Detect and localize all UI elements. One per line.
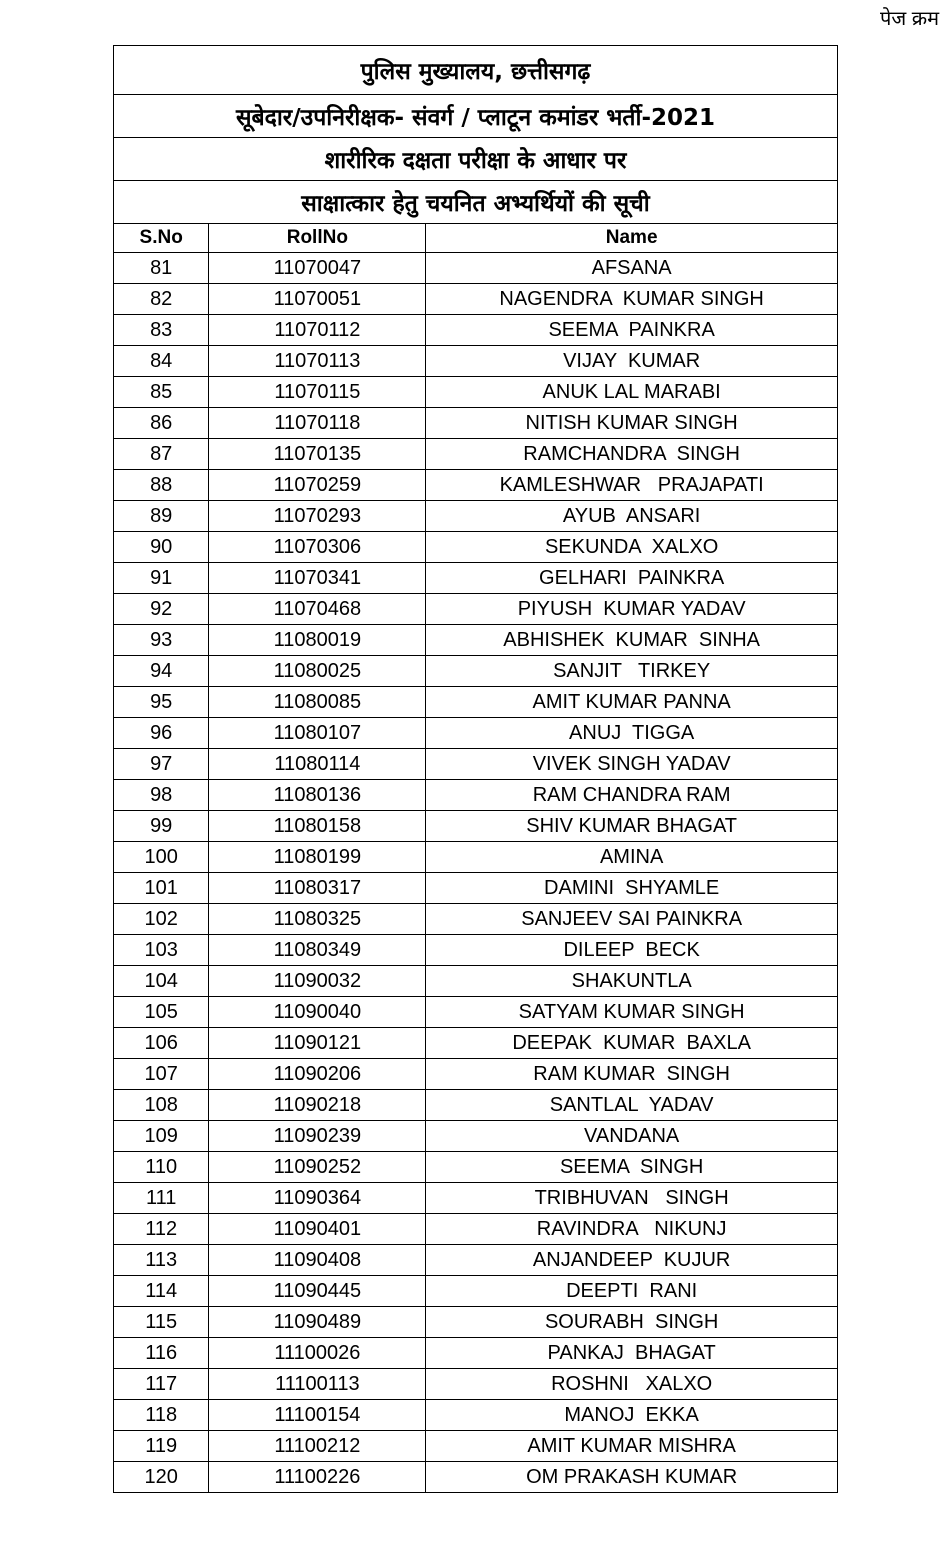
cell-name: ANUJ TIGGA <box>426 718 838 749</box>
cell-name: DEEPAK KUMAR BAXLA <box>426 1028 838 1059</box>
table-row <box>114 935 838 966</box>
cell-sno: 98 <box>114 780 209 811</box>
cell-name: DAMINI SHYAMLE <box>426 873 838 904</box>
cell-rollno: 11080136 <box>209 780 426 811</box>
cell-rollno: 11100226 <box>209 1462 426 1493</box>
cell-rollno: 11070341 <box>209 563 426 594</box>
table-row <box>114 501 838 532</box>
cell-rollno: 11100026 <box>209 1338 426 1369</box>
cell-name: DEEPTI RANI <box>426 1276 838 1307</box>
table-row <box>114 811 838 842</box>
cell-name: ABHISHEK KUMAR SINHA <box>426 625 838 656</box>
cell-rollno: 11070293 <box>209 501 426 532</box>
header-list-title: साक्षात्कार हेतु चयनित अभ्यर्थियों की सूची <box>114 181 838 224</box>
cell-sno: 95 <box>114 687 209 718</box>
table-row <box>114 873 838 904</box>
cell-sno: 85 <box>114 377 209 408</box>
cell-sno: 81 <box>114 253 209 284</box>
cell-rollno: 11080325 <box>209 904 426 935</box>
table-row <box>114 687 838 718</box>
cell-sno: 89 <box>114 501 209 532</box>
cell-rollno: 11070051 <box>209 284 426 315</box>
table-row <box>114 1152 838 1183</box>
cell-rollno: 11080158 <box>209 811 426 842</box>
cell-rollno: 11070259 <box>209 470 426 501</box>
table-row <box>114 253 838 284</box>
cell-rollno: 11090489 <box>209 1307 426 1338</box>
cell-rollno: 11080199 <box>209 842 426 873</box>
table-row <box>114 842 838 873</box>
cell-name: VIJAY KUMAR <box>426 346 838 377</box>
cell-rollno: 11070115 <box>209 377 426 408</box>
table-row <box>114 439 838 470</box>
cell-name: SHAKUNTLA <box>426 966 838 997</box>
cell-name: AMIT KUMAR MISHRA <box>426 1431 838 1462</box>
cell-name: AMINA <box>426 842 838 873</box>
cell-sno: 96 <box>114 718 209 749</box>
cell-sno: 109 <box>114 1121 209 1152</box>
cell-sno: 108 <box>114 1090 209 1121</box>
table-row <box>114 656 838 687</box>
cell-sno: 112 <box>114 1214 209 1245</box>
page-number-label: पेज क्रम <box>880 8 940 30</box>
table-row <box>114 997 838 1028</box>
cell-name: NAGENDRA KUMAR SINGH <box>426 284 838 315</box>
cell-name: MANOJ EKKA <box>426 1400 838 1431</box>
header-office-title: पुलिस मुख्यालय, छत्तीसगढ़ <box>114 46 838 95</box>
cell-name: SANTLAL YADAV <box>426 1090 838 1121</box>
cell-sno: 107 <box>114 1059 209 1090</box>
cell-name: SEEMA PAINKRA <box>426 315 838 346</box>
table-row <box>114 718 838 749</box>
cell-name: ANUK LAL MARABI <box>426 377 838 408</box>
cell-sno: 97 <box>114 749 209 780</box>
table-row <box>114 315 838 346</box>
cell-sno: 110 <box>114 1152 209 1183</box>
cell-rollno: 11100154 <box>209 1400 426 1431</box>
table-row <box>114 346 838 377</box>
cell-sno: 94 <box>114 656 209 687</box>
cell-name: SEKUNDA XALXO <box>426 532 838 563</box>
table-row <box>114 1183 838 1214</box>
cell-sno: 105 <box>114 997 209 1028</box>
cell-name: SANJIT TIRKEY <box>426 656 838 687</box>
cell-sno: 118 <box>114 1400 209 1431</box>
cell-sno: 84 <box>114 346 209 377</box>
cell-name: KAMLESHWAR PRAJAPATI <box>426 470 838 501</box>
header-recruitment-title: सूबेदार/उपनिरीक्षक- संवर्ग / प्लाटून कमांडर भर्ती-2021 <box>114 95 838 138</box>
table-row <box>114 1462 838 1493</box>
table-row <box>114 625 838 656</box>
cell-name: PANKAJ BHAGAT <box>426 1338 838 1369</box>
cell-name: AFSANA <box>426 253 838 284</box>
cell-rollno: 11070047 <box>209 253 426 284</box>
table-row <box>114 904 838 935</box>
cell-rollno: 11090445 <box>209 1276 426 1307</box>
table-row <box>114 1214 838 1245</box>
cell-sno: 116 <box>114 1338 209 1369</box>
cell-rollno: 11100113 <box>209 1369 426 1400</box>
cell-rollno: 11090121 <box>209 1028 426 1059</box>
cell-sno: 119 <box>114 1431 209 1462</box>
cell-sno: 113 <box>114 1245 209 1276</box>
cell-sno: 83 <box>114 315 209 346</box>
column-header-sno: S.No <box>114 224 209 253</box>
cell-name: AMIT KUMAR PANNA <box>426 687 838 718</box>
cell-rollno: 11080107 <box>209 718 426 749</box>
cell-name: NITISH KUMAR SINGH <box>426 408 838 439</box>
cell-sno: 82 <box>114 284 209 315</box>
cell-name: ANJANDEEP KUJUR <box>426 1245 838 1276</box>
cell-rollno: 11080349 <box>209 935 426 966</box>
cell-sno: 120 <box>114 1462 209 1493</box>
cell-sno: 114 <box>114 1276 209 1307</box>
cell-sno: 91 <box>114 563 209 594</box>
table-row <box>114 780 838 811</box>
table-row <box>114 1307 838 1338</box>
table-row <box>114 1338 838 1369</box>
table-row <box>114 1245 838 1276</box>
cell-sno: 104 <box>114 966 209 997</box>
cell-name: PIYUSH KUMAR YADAV <box>426 594 838 625</box>
cell-rollno: 11090239 <box>209 1121 426 1152</box>
cell-name: TRIBHUVAN SINGH <box>426 1183 838 1214</box>
table-row <box>114 284 838 315</box>
table-row <box>114 1400 838 1431</box>
cell-name: RAMCHANDRA SINGH <box>426 439 838 470</box>
cell-name: AYUB ANSARI <box>426 501 838 532</box>
cell-name: RAM KUMAR SINGH <box>426 1059 838 1090</box>
cell-rollno: 11090218 <box>209 1090 426 1121</box>
cell-rollno: 11090401 <box>209 1214 426 1245</box>
cell-sno: 117 <box>114 1369 209 1400</box>
cell-rollno: 11080025 <box>209 656 426 687</box>
cell-sno: 86 <box>114 408 209 439</box>
cell-rollno: 11070306 <box>209 532 426 563</box>
table-row <box>114 470 838 501</box>
cell-rollno: 11070135 <box>209 439 426 470</box>
cell-name: SOURABH SINGH <box>426 1307 838 1338</box>
table-row <box>114 1276 838 1307</box>
column-header-name: Name <box>426 224 838 253</box>
cell-name: GELHARI PAINKRA <box>426 563 838 594</box>
cell-rollno: 11080317 <box>209 873 426 904</box>
cell-sno: 93 <box>114 625 209 656</box>
cell-sno: 92 <box>114 594 209 625</box>
cell-rollno: 11080085 <box>209 687 426 718</box>
cell-rollno: 11070118 <box>209 408 426 439</box>
cell-sno: 99 <box>114 811 209 842</box>
table-row <box>114 594 838 625</box>
cell-sno: 100 <box>114 842 209 873</box>
table-row <box>114 1090 838 1121</box>
cell-sno: 111 <box>114 1183 209 1214</box>
cell-sno: 115 <box>114 1307 209 1338</box>
candidate-list-table <box>113 45 838 1493</box>
cell-sno: 88 <box>114 470 209 501</box>
cell-name: OM PRAKASH KUMAR <box>426 1462 838 1493</box>
cell-rollno: 11100212 <box>209 1431 426 1462</box>
cell-rollno: 11090040 <box>209 997 426 1028</box>
cell-name: SATYAM KUMAR SINGH <box>426 997 838 1028</box>
cell-sno: 102 <box>114 904 209 935</box>
cell-rollno: 11090032 <box>209 966 426 997</box>
table-row <box>114 563 838 594</box>
cell-rollno: 11080114 <box>209 749 426 780</box>
table-row <box>114 1059 838 1090</box>
header-test-basis: शारीरिक दक्षता परीक्षा के आधार पर <box>114 138 838 181</box>
cell-rollno: 11070112 <box>209 315 426 346</box>
cell-name: SANJEEV SAI PAINKRA <box>426 904 838 935</box>
table-row <box>114 749 838 780</box>
table-row <box>114 377 838 408</box>
table-row <box>114 1028 838 1059</box>
cell-rollno: 11080019 <box>209 625 426 656</box>
table-row <box>114 532 838 563</box>
cell-rollno: 11070468 <box>209 594 426 625</box>
column-header-rollno: RollNo <box>209 224 426 253</box>
cell-name: RAVINDRA NIKUNJ <box>426 1214 838 1245</box>
cell-name: RAM CHANDRA RAM <box>426 780 838 811</box>
cell-name: DILEEP BECK <box>426 935 838 966</box>
cell-sno: 87 <box>114 439 209 470</box>
cell-rollno: 11090408 <box>209 1245 426 1276</box>
cell-sno: 90 <box>114 532 209 563</box>
cell-name: SEEMA SINGH <box>426 1152 838 1183</box>
cell-name: SHIV KUMAR BHAGAT <box>426 811 838 842</box>
cell-name: ROSHNI XALXO <box>426 1369 838 1400</box>
cell-sno: 106 <box>114 1028 209 1059</box>
cell-rollno: 11090252 <box>209 1152 426 1183</box>
cell-sno: 103 <box>114 935 209 966</box>
cell-rollno: 11090364 <box>209 1183 426 1214</box>
cell-sno: 101 <box>114 873 209 904</box>
cell-rollno: 11070113 <box>209 346 426 377</box>
cell-name: VIVEK SINGH YADAV <box>426 749 838 780</box>
cell-name: VANDANA <box>426 1121 838 1152</box>
table-row <box>114 408 838 439</box>
table-row <box>114 1431 838 1462</box>
table-row <box>114 1369 838 1400</box>
table-row <box>114 966 838 997</box>
table-row <box>114 1121 838 1152</box>
cell-rollno: 11090206 <box>209 1059 426 1090</box>
